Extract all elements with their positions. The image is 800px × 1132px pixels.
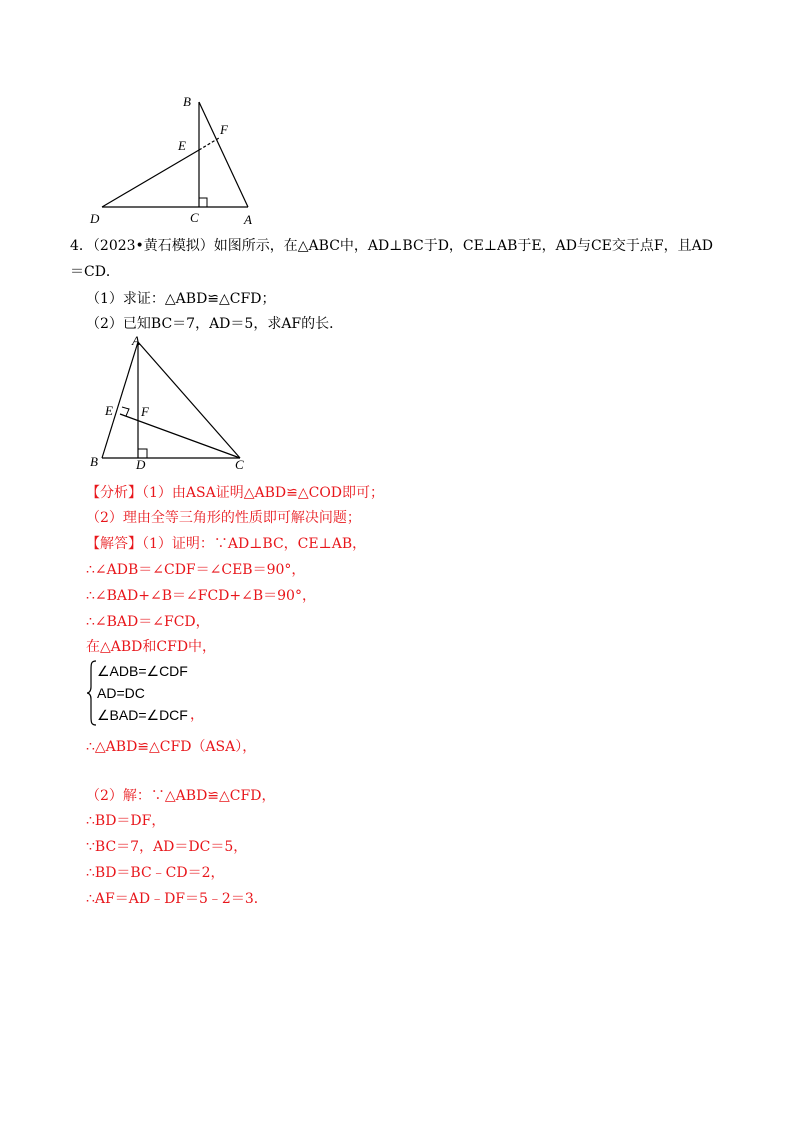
figure-1 [80,88,280,228]
part2-line-3: ∵BC＝7，AD＝DC＝5， [86,839,248,855]
right-angle-mark [199,198,207,207]
problem-part-1: （1）求证：△ABD≌△CFD； [86,291,276,307]
problem-line-1: 4．（2023•黄石模拟）如图所示，在△ABC中，AD⊥BC于D，CE⊥AB于E，AD与CE交于点F，且AD [70,238,713,254]
segment-ba [199,102,248,207]
system-eq-2: AD=DC [97,685,145,701]
solution-line-6: ∴△ABD≌△CFD（ASA）， [86,739,257,755]
segment-ab [102,342,138,458]
label-c: C [190,210,199,225]
solution-line-3: ∴∠BAD+∠B＝∠FCD+∠B＝90°， [86,588,316,604]
label-d: D [90,211,100,226]
segment-de [102,150,199,207]
system-eq-3: ∠BAD=∠DCF [97,707,188,723]
segment-ac [138,342,240,458]
analysis-line-2: （2）理由全等三角形的性质即可解决问题； [86,510,361,526]
solution-line-1: 【解答】（1）证明：∵AD⊥BC，CE⊥AB， [86,536,367,552]
system-eq-1: ∠ADB=∠CDF [97,663,188,679]
label-a: A [244,212,252,227]
label-b: B [90,454,98,469]
label-e: E [178,138,186,153]
problem-part-2: （2）已知BC＝7，AD＝5，求AF的长． [86,316,344,332]
solution-line-4: ∴∠BAD＝∠FCD， [86,614,210,630]
figure-2 [80,332,270,477]
label-e: E [105,403,113,418]
solution-line-5: 在△ABD和CFD中， [86,639,217,655]
problem-line-2: ＝CD． [70,264,120,280]
system-suffix: ， [190,707,204,723]
label-f: F [220,122,228,137]
label-b: B [183,94,191,109]
label-d: D [136,457,146,472]
analysis-line-1: 【分析】（1）由ASA证明△ABD≌△COD即可； [86,485,385,501]
part2-line-5: ∴AF＝AD﹣DF＝5﹣2＝3． [86,891,268,907]
part2-line-4: ∴BD＝BC﹣CD＝2， [86,865,225,881]
part2-line-2: ∴BD＝DF， [86,813,166,829]
part2-line-1: （2）解：∵△ABD≌△CFD， [86,788,276,804]
solution-line-2: ∴∠ADB＝∠CDF＝∠CEB＝90°， [86,562,306,578]
label-f: F [141,404,149,419]
label-a: A [132,333,140,348]
label-c: C [235,457,244,472]
